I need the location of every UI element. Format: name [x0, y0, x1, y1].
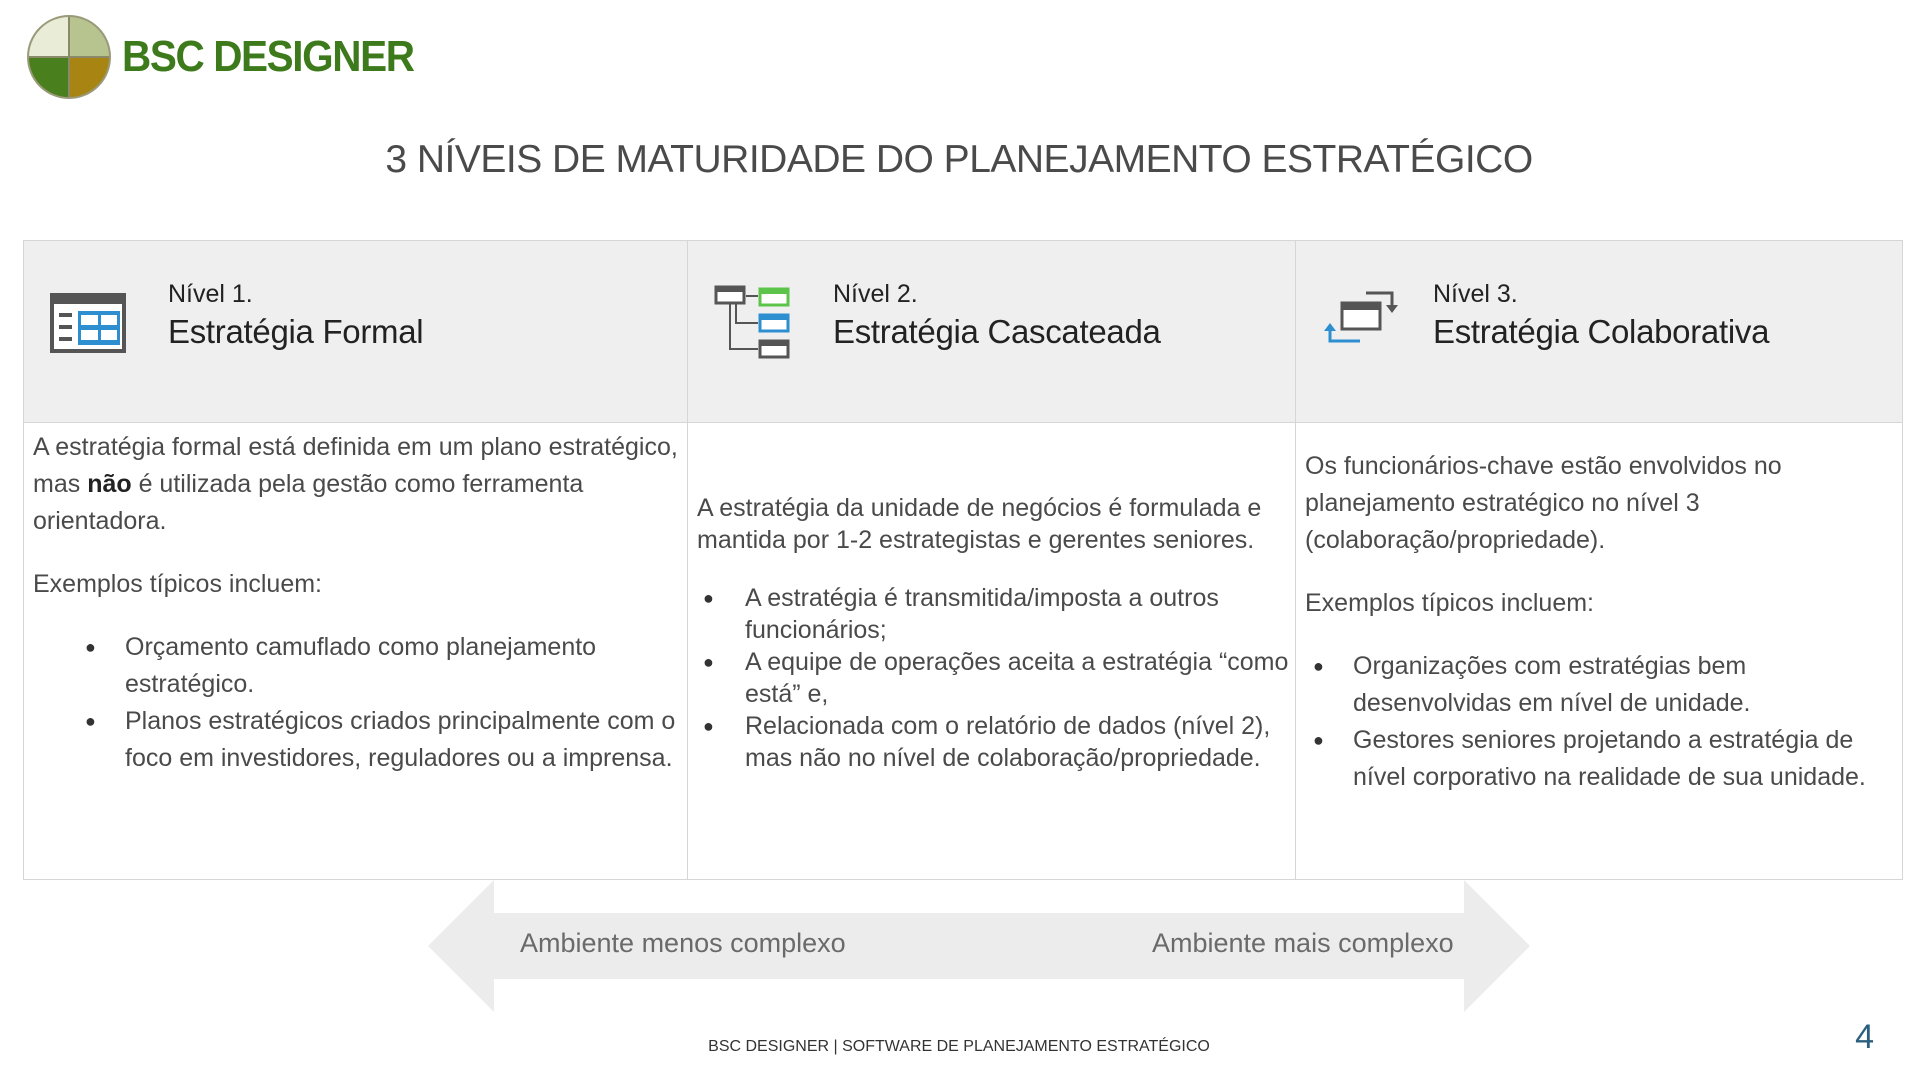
- level-3-label: Nível 3.: [1433, 280, 1518, 308]
- form-window-icon: [48, 287, 128, 367]
- level-1-column: [24, 241, 687, 879]
- maturity-levels-table: [23, 240, 1903, 880]
- list-item: ● Planos estratégicos criados principalmente com o foco em investidores, reguladores ou a imprensa.: [125, 703, 681, 777]
- cascade-diagram-icon: [712, 283, 792, 363]
- level-3-examples-heading: Exemplos típicos incluem:: [1305, 589, 1595, 617]
- logo-quadrant-icon: [26, 14, 112, 100]
- level-2-description: A estratégia da unidade de negócios é formulada e mantida por 1-2 estrategistas e gerentes seniores.: [697, 494, 1262, 554]
- list-item: ● A estratégia é transmitida/imposta a outros funcionários;: [745, 582, 1289, 646]
- level-1-name: Estratégia Formal: [168, 313, 424, 350]
- level-2-column: [687, 241, 1295, 879]
- page-title: 3 NÍVEIS DE MATURIDADE DO PLANEJAMENTO ESTRATÉGICO: [385, 138, 1533, 181]
- more-complex-label: Ambiente mais complexo: [1152, 928, 1454, 958]
- logo-wordmark: BSC DESIGNER: [122, 32, 414, 81]
- level-1-label: Nível 1.: [168, 280, 253, 308]
- level-3-examples-list: [1305, 648, 1896, 796]
- level-1-body: [33, 429, 681, 777]
- level-1-examples-list: [33, 629, 681, 777]
- level-3-body: [1305, 448, 1896, 796]
- collaboration-arrows-icon: [1322, 283, 1402, 363]
- level-1-examples-heading: Exemplos típicos incluem:: [33, 570, 323, 598]
- list-item: ● Orçamento camuflado como planejamento estratégico.: [125, 629, 681, 703]
- level-3-name: Estratégia Colaborativa: [1433, 313, 1770, 350]
- page-number: 4: [1855, 1018, 1874, 1056]
- less-complex-label: Ambiente menos complexo: [520, 928, 846, 958]
- list-item: ● A equipe de operações aceita a estratégia “como está” e,: [745, 646, 1289, 710]
- level-1-description: A estratégia formal está definida em um plano estratégico, mas não é utilizada pela gestão como ferramenta orientadora.: [33, 433, 678, 535]
- list-item: ● Relacionada com o relatório de dados (nível 2), mas não no nível de colaboração/propriedade.: [745, 710, 1289, 774]
- level-3-header: [1296, 241, 1902, 423]
- list-item: ● Gestores seniores projetando a estratégia de nível corporativo na realidade de sua unidade.: [1353, 722, 1896, 796]
- footer-text: BSC DESIGNER | SOFTWARE DE PLANEJAMENTO ESTRATÉGICO: [708, 1038, 1210, 1055]
- level-1-header: [24, 241, 687, 423]
- level-2-name: Estratégia Cascateada: [833, 313, 1161, 350]
- level-2-label: Nível 2.: [833, 280, 918, 308]
- level-3-column: [1295, 241, 1902, 879]
- level-2-list: [697, 582, 1289, 774]
- bsc-designer-logo: [26, 14, 439, 100]
- level-3-description: Os funcionários-chave estão envolvidos no planejamento estratégico no nível 3 (colaboração/propriedade).: [1305, 452, 1782, 554]
- list-item: ● Organizações com estratégias bem desenvolvidas em nível de unidade.: [1353, 648, 1896, 722]
- level-2-body: [697, 492, 1289, 774]
- level-2-header: [688, 241, 1295, 423]
